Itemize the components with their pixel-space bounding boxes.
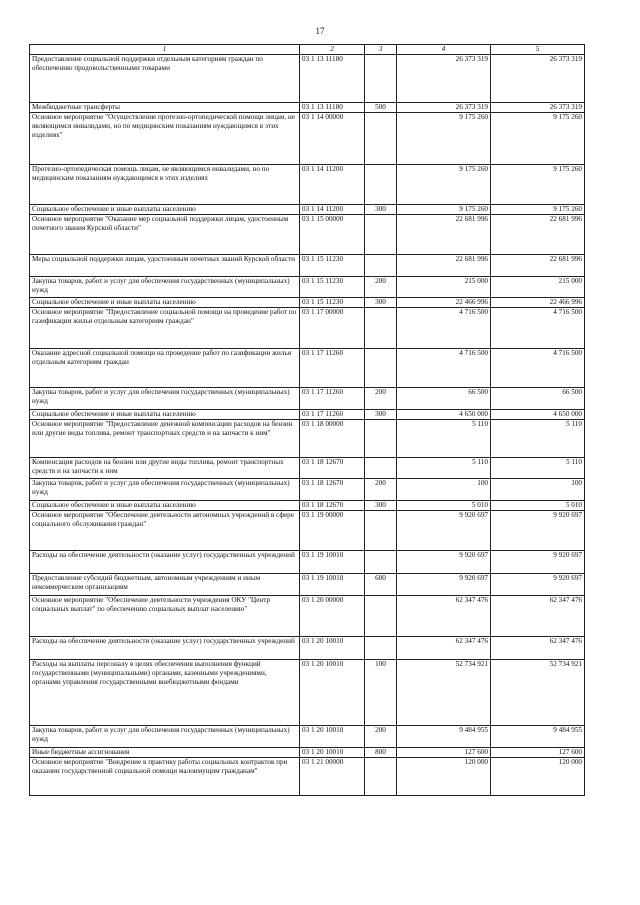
row-amount-2: 4 650 000 [491, 410, 585, 420]
row-name: Основное мероприятие "Обеспечение деятельности автономных учреждений в сфере социального обслуживания граждан" [30, 511, 300, 551]
table-row [30, 103, 585, 113]
row-name: Межбюджетные трансферты [30, 103, 300, 113]
row-code: 03 1 15 11230 [300, 298, 365, 308]
row-amount-1: 9 920 697 [397, 551, 491, 574]
row-amount-2: 22 681 996 [491, 255, 585, 277]
table-row [30, 420, 585, 458]
row-amount-1: 127 600 [397, 748, 491, 758]
row-code: 03 1 14 11200 [300, 205, 365, 215]
table-row [30, 458, 585, 479]
row-code: 03 1 19 10010 [300, 551, 365, 574]
row-code: 03 1 20 10010 [300, 748, 365, 758]
table-body [30, 55, 585, 796]
row-name: Предоставление социальной поддержки отдельным категориям граждан по обеспечению продовольственными товарами [30, 55, 300, 103]
row-name: Социальное обеспечение и иные выплаты населению [30, 501, 300, 511]
row-amount-1: 22 681 996 [397, 255, 491, 277]
row-code: 03 1 20 10010 [300, 726, 365, 748]
row-amount-2: 215 000 [491, 277, 585, 298]
row-code: 03 1 15 11230 [300, 277, 365, 298]
row-kvr [365, 255, 397, 277]
row-amount-1: 5 110 [397, 458, 491, 479]
row-amount-2: 9 920 697 [491, 551, 585, 574]
row-amount-1: 9 920 697 [397, 511, 491, 551]
row-amount-2: 120 000 [491, 758, 585, 796]
row-name: Социальное обеспечение и иные выплаты населению [30, 205, 300, 215]
row-code: 03 1 18 12670 [300, 479, 365, 501]
row-amount-2: 9 920 697 [491, 574, 585, 596]
row-kvr: 300 [365, 298, 397, 308]
row-code: 03 1 15 00000 [300, 215, 365, 255]
row-amount-2: 5 110 [491, 420, 585, 458]
row-name: Предоставление субсидий бюджетным, автономным учреждениям и иным некоммерческим организациям [30, 574, 300, 596]
row-code: 03 1 17 11260 [300, 349, 365, 388]
budget-table [29, 44, 585, 796]
row-name: Основное мероприятие "Осуществление протезно-ортопедической помощи лицам, не являющимся инвалидами, но по медицинским показаниям нуждающимся в этих изделиях" [30, 113, 300, 165]
row-code: 03 1 19 10010 [300, 574, 365, 596]
row-amount-2: 9 484 955 [491, 726, 585, 748]
row-name: Расходы на обеспечение деятельности (оказание услуг) государственных учреждений [30, 637, 300, 660]
row-name: Расходы на выплаты персоналу в целях обеспечения выполнения функций государственными (муниципальными) органами, казенными учреждениями, органами управления государственными внебюджетными фондами [30, 660, 300, 726]
row-kvr [365, 458, 397, 479]
row-kvr [365, 55, 397, 103]
row-amount-1: 4 650 000 [397, 410, 491, 420]
row-name: Закупка товаров, работ и услуг для обеспечения государственных (муниципальных) нужд [30, 479, 300, 501]
table-row [30, 574, 585, 596]
row-kvr [365, 551, 397, 574]
row-amount-2: 5 010 [491, 501, 585, 511]
row-amount-1: 9 484 955 [397, 726, 491, 748]
row-kvr: 300 [365, 205, 397, 215]
row-kvr [365, 596, 397, 637]
row-kvr [365, 349, 397, 388]
table-row [30, 298, 585, 308]
row-amount-1: 9 175 260 [397, 113, 491, 165]
row-kvr: 200 [365, 277, 397, 298]
table-row [30, 479, 585, 501]
table-row [30, 726, 585, 748]
row-kvr [365, 511, 397, 551]
row-name: Основное мероприятие "Оказание мер социальной поддержки лицам, удостоенным почетного звания Курской области" [30, 215, 300, 255]
row-amount-1: 22 681 996 [397, 215, 491, 255]
table-row [30, 501, 585, 511]
row-amount-1: 5 110 [397, 420, 491, 458]
row-kvr: 500 [365, 103, 397, 113]
row-amount-1: 100 [397, 479, 491, 501]
row-name: Закупка товаров, работ и услуг для обеспечения государственных (муниципальных) нужд [30, 277, 300, 298]
row-code: 03 1 19 00000 [300, 511, 365, 551]
row-amount-2: 9 175 260 [491, 205, 585, 215]
table-row [30, 277, 585, 298]
table-row [30, 410, 585, 420]
table-row [30, 596, 585, 637]
row-amount-1: 4 716 500 [397, 308, 491, 349]
row-name: Социальное обеспечение и иные выплаты населению [30, 410, 300, 420]
row-kvr: 200 [365, 726, 397, 748]
page-number: 17 [315, 26, 325, 36]
row-amount-1: 4 716 500 [397, 349, 491, 388]
table-row [30, 215, 585, 255]
row-amount-2: 4 716 500 [491, 308, 585, 349]
table-row [30, 255, 585, 277]
table-header-row [30, 45, 585, 55]
row-amount-1: 62 347 476 [397, 637, 491, 660]
table-row [30, 55, 585, 103]
row-amount-2: 62 347 476 [491, 637, 585, 660]
row-amount-2: 22 466 996 [491, 298, 585, 308]
row-code: 03 1 13 11180 [300, 55, 365, 103]
row-code: 03 1 14 00000 [300, 113, 365, 165]
row-name: Основное мероприятие "Предоставление социальной помощи на проведение работ по газификации жилья отдельным категориям граждан" [30, 308, 300, 349]
row-amount-2: 26 373 319 [491, 103, 585, 113]
row-name: Компенсация расходов на бензин или другие виды топлива, ремонт транспортных средств и на запчасти к ним [30, 458, 300, 479]
header-col-1: 1 [30, 45, 300, 55]
row-kvr [365, 113, 397, 165]
row-amount-1: 62 347 476 [397, 596, 491, 637]
row-amount-2: 9 920 697 [491, 511, 585, 551]
header-col-3: 3 [365, 45, 397, 55]
row-amount-1: 22 466 996 [397, 298, 491, 308]
row-amount-1: 9 175 260 [397, 165, 491, 205]
row-code: 03 1 17 11260 [300, 410, 365, 420]
row-amount-1: 26 373 319 [397, 55, 491, 103]
row-code: 03 1 20 10010 [300, 637, 365, 660]
table-row [30, 637, 585, 660]
row-name: Расходы на обеспечение деятельности (оказание услуг) государственных учреждений [30, 551, 300, 574]
table-row [30, 308, 585, 349]
header-col-2: 2 [300, 45, 365, 55]
row-name: Меры социальной поддержки лицам, удостоенным почетных званий Курской области [30, 255, 300, 277]
table-row [30, 165, 585, 205]
table-row [30, 660, 585, 726]
row-code: 03 1 20 00000 [300, 596, 365, 637]
row-code: 03 1 15 11230 [300, 255, 365, 277]
table-row [30, 551, 585, 574]
table-row [30, 511, 585, 551]
row-kvr: 300 [365, 410, 397, 420]
row-kvr [365, 420, 397, 458]
table-row [30, 748, 585, 758]
row-name: Оказание адресной социальной помощи на проведение работ по газификации жилья отдельным категориям граждан [30, 349, 300, 388]
row-code: 03 1 18 12670 [300, 501, 365, 511]
row-name: Закупка товаров, работ и услуг для обеспечения государственных (муниципальных) нужд [30, 388, 300, 410]
row-amount-2: 127 600 [491, 748, 585, 758]
row-amount-1: 215 000 [397, 277, 491, 298]
row-amount-1: 52 734 921 [397, 660, 491, 726]
table-row [30, 113, 585, 165]
row-name: Протезно-ортопедическая помощь лицам, не являющимся инвалидами, но по медицинским показаниям нуждающимся в этих изделиях [30, 165, 300, 205]
row-amount-1: 66 500 [397, 388, 491, 410]
table-row [30, 388, 585, 410]
row-kvr [365, 637, 397, 660]
row-amount-2: 22 681 996 [491, 215, 585, 255]
row-kvr: 100 [365, 660, 397, 726]
row-code: 03 1 14 11200 [300, 165, 365, 205]
row-amount-2: 9 175 260 [491, 165, 585, 205]
row-kvr [365, 165, 397, 205]
row-code: 03 1 18 00000 [300, 420, 365, 458]
row-kvr: 600 [365, 574, 397, 596]
row-amount-2: 4 716 500 [491, 349, 585, 388]
row-amount-1: 5 010 [397, 501, 491, 511]
row-name: Основное мероприятие "Предоставление денежной компенсации расходов на бензин или другие виды топлива, ремонт транспортных средств и на запчасти к ним" [30, 420, 300, 458]
row-amount-2: 5 110 [491, 458, 585, 479]
row-amount-1: 9 175 260 [397, 205, 491, 215]
table-row [30, 205, 585, 215]
row-amount-2: 62 347 476 [491, 596, 585, 637]
row-kvr: 800 [365, 748, 397, 758]
row-name: Закупка товаров, работ и услуг для обеспечения государственных (муниципальных) нужд [30, 726, 300, 748]
row-code: 03 1 13 11180 [300, 103, 365, 113]
row-amount-2: 100 [491, 479, 585, 501]
row-kvr [365, 758, 397, 796]
header-col-4: 4 [397, 45, 491, 55]
row-amount-1: 9 920 697 [397, 574, 491, 596]
row-code: 03 1 21 00000 [300, 758, 365, 796]
table-row [30, 349, 585, 388]
row-kvr: 300 [365, 501, 397, 511]
row-code: 03 1 17 11260 [300, 388, 365, 410]
row-kvr [365, 308, 397, 349]
row-code: 03 1 17 00000 [300, 308, 365, 349]
table-row [30, 758, 585, 796]
row-amount-2: 9 175 260 [491, 113, 585, 165]
header-col-5: 5 [491, 45, 585, 55]
row-name: Основное мероприятие "Обеспечение деятельности учреждения ОКУ "Центр социальных выплат" по обеспечению социальных выплат населению" [30, 596, 300, 637]
row-name: Основное мероприятие "Внедрение в практику работы социальных контрактов при оказании государственной социальной помощи малоимущим гражданам" [30, 758, 300, 796]
row-amount-2: 52 734 921 [491, 660, 585, 726]
row-amount-2: 66 500 [491, 388, 585, 410]
row-name: Социальное обеспечение и иные выплаты населению [30, 298, 300, 308]
row-name: Иные бюджетные ассигнования [30, 748, 300, 758]
row-code: 03 1 20 10010 [300, 660, 365, 726]
row-kvr: 200 [365, 388, 397, 410]
row-amount-2: 26 373 319 [491, 55, 585, 103]
row-kvr [365, 215, 397, 255]
row-code: 03 1 18 12670 [300, 458, 365, 479]
row-amount-1: 120 000 [397, 758, 491, 796]
row-kvr: 200 [365, 479, 397, 501]
row-amount-1: 26 373 319 [397, 103, 491, 113]
